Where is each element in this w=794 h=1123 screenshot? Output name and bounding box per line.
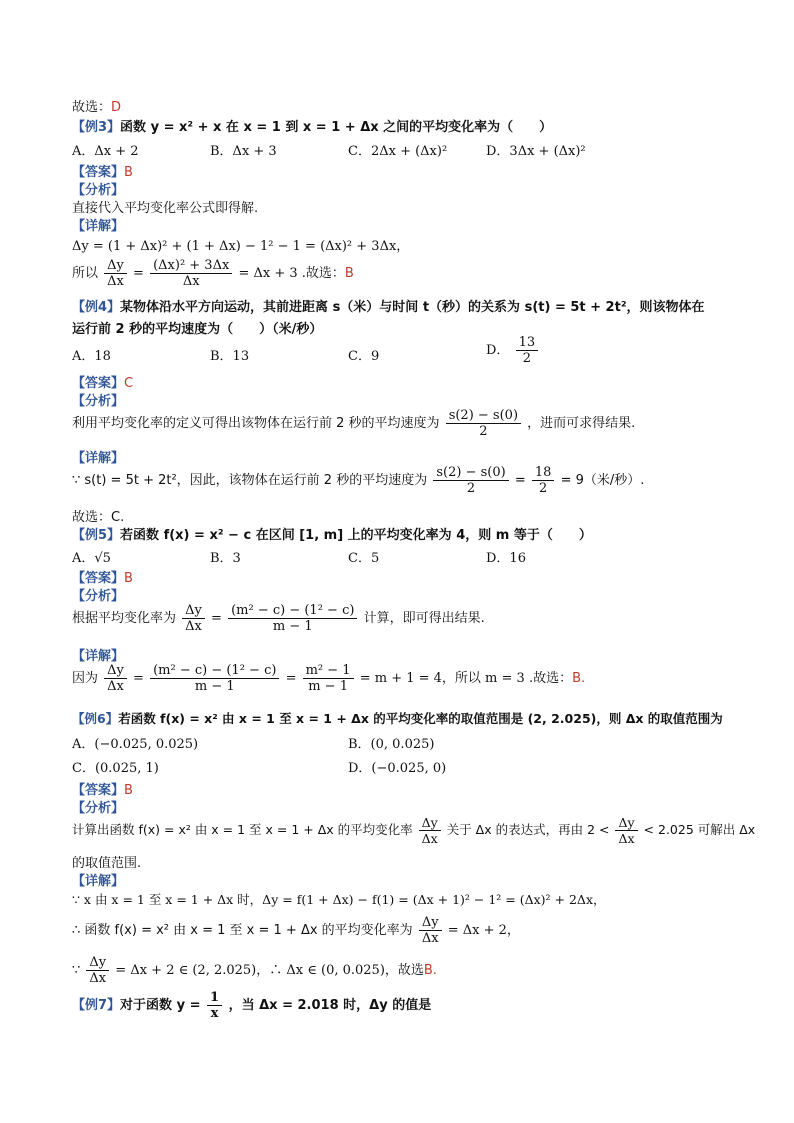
ex4-final: 故选：C.	[72, 510, 125, 525]
ex7-stem: 【例7】对于函数 y = $\frac{1}{x}$ ，当 Δx = 2.018 时，Δy 的值是	[72, 990, 432, 1021]
ex4-detail: ∵ s(t) = 5t + 2t²，因此，该物体在运行前 2 秒的平均速度为 $\frac{s(2) - s(0)}{2}$ = $\frac{18}{2}$ = 9（米/秒）.	[72, 465, 645, 496]
ex4-option-b: B．13	[210, 349, 250, 364]
ex4-option-d: D． $\frac{13}{2}$	[486, 335, 540, 366]
ex4-analysis-label: 【分析】	[72, 394, 125, 409]
ex4-detail-label: 【详解】	[72, 451, 125, 466]
ex3-stem: 【例3】函数 y = x² + x 在 x = 1 到 x = 1 + Δx 之间的平均变化率为（ ）	[72, 120, 553, 135]
ex3-option-b: B．Δx + 3	[210, 144, 277, 159]
ex3-answer: 【答案】B	[72, 165, 133, 180]
ex6-detail-label: 【详解】	[72, 874, 125, 889]
ex4-stem-2: 运行前 2 秒的平均速度为（ ）（米/秒）	[72, 322, 323, 337]
fraction: $\frac{\text{(m² − c) − (1² − c)}}{m - 1}$	[228, 603, 357, 634]
fraction: $\frac{1}{x}$	[207, 990, 222, 1021]
ex6-analysis: 计算出函数 f(x) = x² 由 x = 1 至 x = 1 + Δx 的平均变化率 $\frac{\Delta y}{\Delta x}$ 关于 Δx 的表达式，再由 2 < $\frac{\Delta y}{\Delta x}$ < 2.025 可解出 Δx	[72, 815, 756, 846]
ex3-analysis-label: 【分析】	[72, 183, 125, 198]
fraction: $\frac{18}{2}$	[532, 465, 555, 496]
ex5-analysis-label: 【分析】	[72, 589, 125, 604]
ex4-option-a: A．18	[72, 349, 111, 364]
ex6-stem: 【例6】若函数 f(x) = x² 由 x = 1 至 x = 1 + Δx 的平均变化率的取值范围是 (2, 2.025)，则 Δx 的取值范围为	[72, 711, 723, 726]
ex3-analysis: 直接代入平均变化率公式即得解.	[72, 201, 259, 216]
ex6-detail-3: ∵ $\frac{\Delta y}{\Delta x}$ = Δx + 2 ∈ (2, 2.025)，∴ Δx ∈ (0, 0.025)，故选B.	[72, 955, 437, 986]
ex5-option-c: C．5	[348, 551, 380, 566]
fraction: $\frac{\text{(m² − c) − (1² − c)}}{m - 1}$	[150, 663, 279, 694]
ex6-option-a: A．(−0.025, 0.025)	[72, 737, 199, 752]
fraction: $\frac{s(2) - s(0)}{2}$	[433, 465, 508, 496]
fraction: $\frac{\Delta y}{\Delta x}$	[419, 815, 441, 846]
fraction: $\frac{\Delta y}{\Delta x}$	[104, 258, 127, 289]
ex6-detail-1: ∵ x 由 x = 1 至 x = 1 + Δx 时，Δy = f(1 + Δx) − f(1) = (Δx + 1)² − 1² = (Δx)² + 2Δx，	[72, 892, 606, 907]
ex5-option-b: B．3	[210, 551, 241, 566]
fraction: $\frac{13}{2}$	[516, 335, 539, 366]
fraction: $\frac{\Delta y}{\Delta x}$	[104, 663, 127, 694]
ex5-answer: 【答案】B	[72, 571, 133, 586]
ex6-analysis-2: 的取值范围.	[72, 856, 142, 871]
ex5-analysis: 根据平均变化率为 $\frac{\Delta y}{\Delta x}$ = $\frac{\text{(m² − c) − (1² − c)}}{m - 1}$ 计算，即可得出结果.	[72, 603, 485, 634]
ex6-option-c: C．(0.025, 1)	[72, 761, 159, 776]
ex5-detail-label: 【详解】	[72, 649, 125, 664]
ex6-detail-2: ∴ 函数 f(x) = x² 由 x = 1 至 x = 1 + Δx 的平均变化率为 $\frac{\Delta y}{\Delta x}$ = Δx + 2，	[72, 915, 520, 946]
ex6-answer: 【答案】B	[72, 783, 133, 798]
fraction: $\frac{\text{(Δx)² + 3Δx}}{\Delta x}$	[150, 258, 232, 289]
fraction: $\frac{\Delta y}{\Delta x}$	[86, 955, 109, 986]
ex4-option-c: C．9	[348, 349, 380, 364]
ex4-analysis: 利用平均变化率的定义可得出该物体在运行前 2 秒的平均速度为 $\frac{s(2) - s(0)}{2}$ ，进而可求得结果.	[72, 408, 636, 439]
ex5-option-d: D．16	[486, 551, 526, 566]
ex5-stem: 【例5】若函数 f(x) = x² − c 在区间 [1, m] 上的平均变化率为 4，则 m 等于（ ）	[72, 528, 592, 543]
ex6-option-b: B．(0, 0.025)	[348, 737, 435, 752]
fraction: $\frac{\Delta y}{\Delta x}$	[615, 815, 637, 846]
ex3-detail-2: 所以 $\frac{\Delta y}{\Delta x}$ = $\frac{\text{(Δx)² + 3Δx}}{\Delta x}$ = Δx + 3 .故选：B	[72, 258, 354, 289]
ex3-detail-1: Δy = (1 + Δx)² + (1 + Δx) − 1² − 1 = (Δx)² + 3Δx，	[72, 239, 410, 254]
ex6-option-d: D．(−0.025, 0)	[348, 761, 447, 776]
ex3-detail-label: 【详解】	[72, 219, 125, 234]
fraction: $\frac{\Delta y}{\Delta x}$	[182, 603, 205, 634]
ex3-option-a: A．Δx + 2	[72, 144, 139, 159]
fraction: $\frac{s(2) - s(0)}{2}$	[446, 408, 521, 439]
ex5-option-a: A．√5	[72, 551, 111, 566]
ex3-option-d: D．3Δx + (Δx)²	[486, 144, 586, 159]
ex6-analysis-label: 【分析】	[72, 801, 125, 816]
ex4-stem-1: 【例4】某物体沿水平方向运动，其前进距离 s（米）与时间 t（秒）的关系为 s(t) = 5t + 2t²，则该物体在	[72, 300, 705, 315]
ex4-answer: 【答案】C	[72, 376, 134, 391]
ex3-option-c: C．2Δx + (Δx)²	[348, 144, 448, 159]
fraction: $\frac{\Delta y}{\Delta x}$	[419, 915, 442, 946]
ex5-detail: 因为 $\frac{\Delta y}{\Delta x}$ = $\frac{\text{(m² − c) − (1² − c)}}{m - 1}$ = $\frac{\text{m² − 1}}{m - 1}$ = m + 1 = 4，所以 m = 3 .故选：B.	[72, 663, 586, 694]
prev-answer: 故选：D	[72, 100, 122, 115]
fraction: $\frac{\text{m² − 1}}{m - 1}$	[303, 663, 354, 694]
